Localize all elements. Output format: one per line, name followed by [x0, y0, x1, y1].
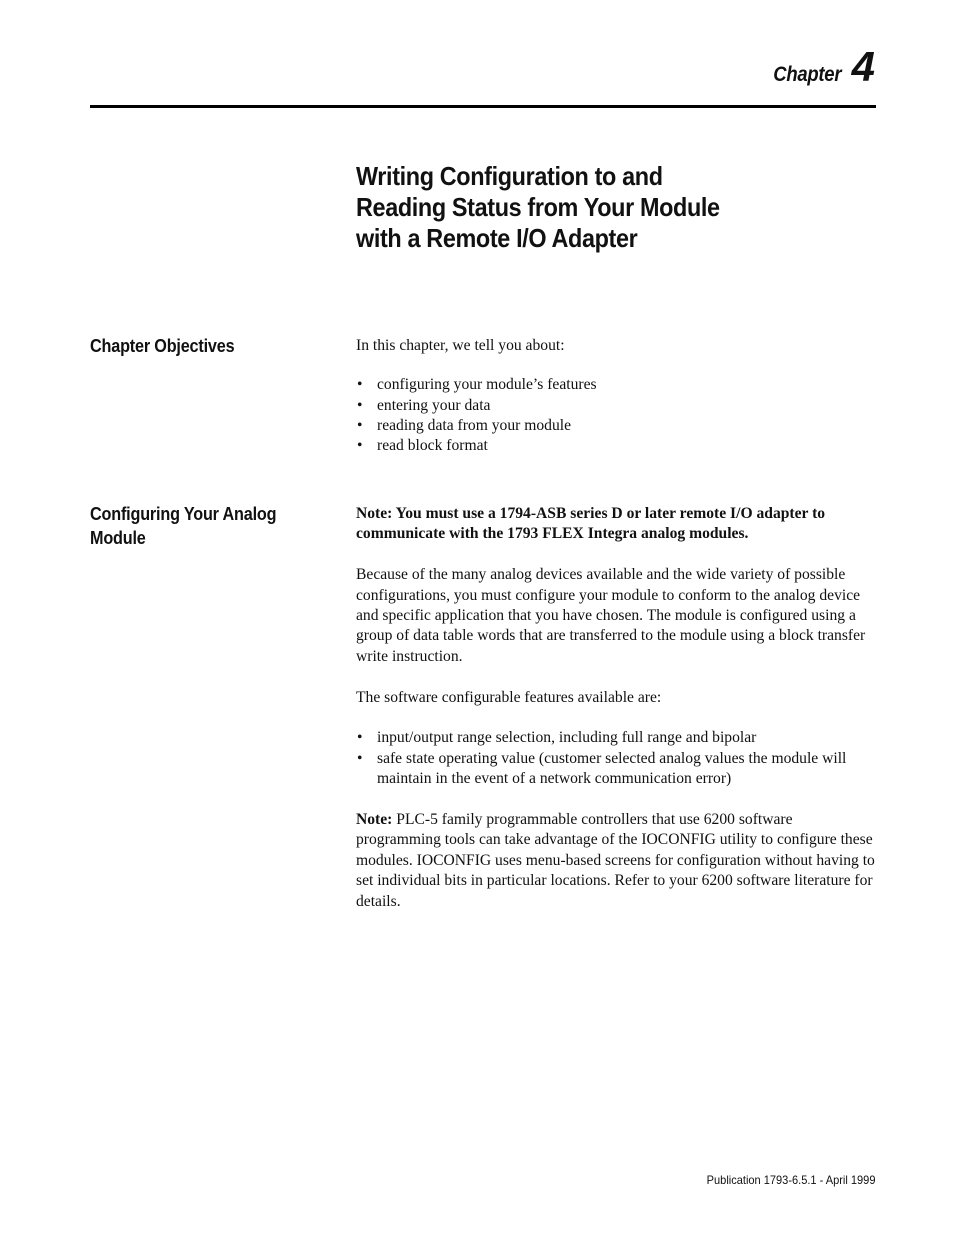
page-title	[356, 161, 824, 254]
chapter-number: 4	[851, 43, 875, 90]
configuring-body	[356, 504, 876, 912]
title-line: Reading Status from Your Module	[356, 192, 720, 222]
list-item: • input/output range selection, including full range and bipolar	[356, 728, 876, 748]
list-item: • read block format	[356, 436, 876, 456]
chapter-label: Chapter	[773, 63, 842, 86]
configuring-heading-line: Module	[90, 528, 146, 548]
list-item: • entering your data	[356, 396, 876, 416]
objectives-intro: In this chapter, we tell you about:	[356, 337, 565, 354]
features-list	[356, 728, 876, 789]
title-line: Writing Configuration to and	[356, 161, 663, 191]
note-label: Note:	[356, 811, 393, 829]
title-line: with a Remote I/O Adapter	[356, 223, 638, 253]
asb-note: Note: You must use a 1794-ASB series D or later remote I/O adapter to communicate with the 1793 FLEX Integra analog modules.	[356, 505, 826, 543]
objectives-body	[356, 336, 876, 457]
ioconfig-note	[356, 810, 876, 912]
list-item: • reading data from your module	[356, 416, 876, 436]
objectives-heading: Chapter Objectives	[90, 336, 235, 356]
configuring-heading	[90, 502, 297, 550]
config-paragraph: Because of the many analog devices available and the wide variety of possible configurations, you must configure your module to conform to the analog device and specific application that you have chosen. The module is configured using a group of data table words that are transferred to the module using a block transfer write instruction.	[356, 566, 866, 665]
list-item: • safe state operating value (customer selected analog values the module will maintain in the event of a network communication error)	[356, 749, 876, 790]
objectives-list	[356, 375, 876, 457]
note-text: PLC-5 family programmable controllers that use 6200 software programming tools can take advantage of the IOCONFIG utility to configure these modules. IOCONFIG uses menu-based screens for configuration without having to set individual bits in particular locations. Refer to your 6200 software literature for details.	[356, 811, 875, 910]
header-rule	[90, 105, 876, 108]
features-intro: The software configurable features available are:	[356, 688, 662, 706]
configuring-heading-line: Configuring Your Analog	[90, 504, 277, 524]
publication-footer: Publication 1793-6.5.1 - April 1999	[706, 1173, 875, 1187]
list-item: • configuring your module’s features	[356, 375, 876, 395]
chapter-header	[764, 43, 875, 90]
